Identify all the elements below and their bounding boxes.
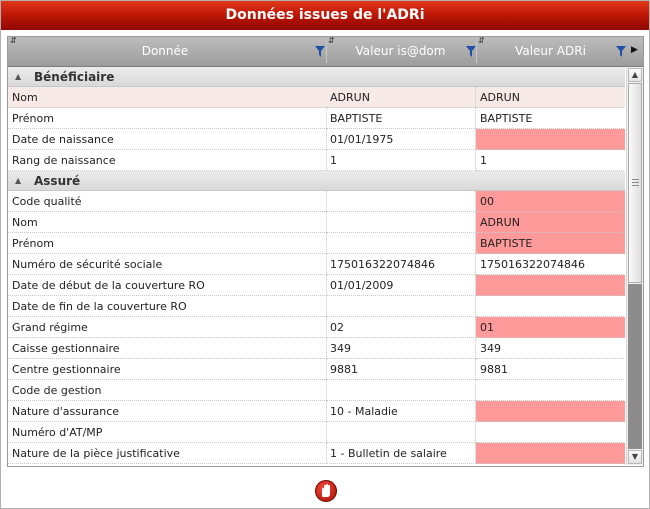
adri-value-cell: [476, 380, 625, 401]
column-header-donnee[interactable]: Donnée: [141, 44, 189, 58]
adri-value-cell: 1: [476, 150, 625, 171]
table-row[interactable]: [8, 338, 625, 359]
table-row[interactable]: [8, 150, 625, 171]
funnel-filter-icon[interactable]: [466, 46, 476, 57]
table-row[interactable]: [8, 401, 625, 422]
isadom-value-cell: 349: [326, 338, 476, 359]
group-label: Bénéficiaire: [34, 70, 115, 84]
grid-header: [8, 37, 643, 67]
table-row[interactable]: [8, 380, 625, 401]
isadom-value-cell: [326, 380, 476, 401]
table-row[interactable]: [8, 108, 625, 129]
isadom-value-cell: [326, 212, 476, 233]
group-header[interactable]: [8, 171, 625, 191]
stop-button[interactable]: [315, 480, 337, 502]
isadom-value-cell: [326, 422, 476, 443]
field-name-cell: Numéro de sécurité sociale: [8, 254, 327, 275]
adri-value-cell: 9881: [476, 359, 625, 380]
isadom-value-cell: 10 - Maladie: [326, 401, 476, 422]
column-header-adri[interactable]: Valeur ADRi: [515, 44, 586, 58]
column-menu-arrow-icon[interactable]: ▶: [631, 45, 638, 55]
table-row[interactable]: [8, 275, 625, 296]
adri-value-cell: 01: [476, 317, 625, 338]
adri-value-cell: [476, 275, 625, 296]
isadom-value-cell: [326, 191, 476, 212]
adri-value-cell: 349: [476, 338, 625, 359]
adri-value-cell: 00: [476, 191, 625, 212]
table-row[interactable]: [8, 359, 625, 380]
table-row[interactable]: [8, 129, 625, 150]
table-row[interactable]: [8, 296, 625, 317]
adri-value-cell: ADRUN: [476, 212, 625, 233]
column-divider[interactable]: [476, 41, 477, 63]
isadom-value-cell: 1: [326, 150, 476, 171]
field-name-cell: Prénom: [8, 233, 327, 254]
table-row[interactable]: [8, 422, 625, 443]
scroll-up-icon[interactable]: ▲: [628, 68, 642, 82]
column-sort-icon[interactable]: ⇵: [478, 36, 485, 45]
isadom-value-cell: [326, 296, 476, 317]
scroll-down-icon[interactable]: ▼: [628, 450, 642, 464]
field-name-cell: Grand régime: [8, 317, 327, 338]
field-name-cell: Date de naissance: [8, 129, 327, 150]
field-name-cell: Numéro d'AT/MP: [8, 422, 327, 443]
table-row[interactable]: [8, 191, 625, 212]
adri-value-cell: [476, 422, 625, 443]
collapse-triangle-icon[interactable]: ▲: [15, 72, 22, 81]
table-row[interactable]: [8, 254, 625, 275]
adri-value-cell: ADRUN: [476, 87, 625, 108]
collapse-triangle-icon[interactable]: ▲: [15, 176, 22, 185]
column-header-isadom[interactable]: Valeur is@dom: [355, 44, 446, 58]
field-name-cell: Caisse gestionnaire: [8, 338, 327, 359]
adri-value-cell: 175016322074846: [476, 254, 625, 275]
field-name-cell: Date de début de la couverture RO: [8, 275, 327, 296]
scrollbar-track[interactable]: [628, 284, 642, 449]
isadom-value-cell: 02: [326, 317, 476, 338]
isadom-value-cell: ADRUN: [326, 87, 476, 108]
field-name-cell: Prénom: [8, 108, 327, 129]
isadom-value-cell: 01/01/2009: [326, 275, 476, 296]
isadom-value-cell: 1 - Bulletin de salaire: [326, 443, 476, 464]
field-name-cell: Nature de la pièce justificative: [8, 443, 327, 464]
field-name-cell: Date de fin de la couverture RO: [8, 296, 327, 317]
field-name-cell: Code de gestion: [8, 380, 327, 401]
field-name-cell: Centre gestionnaire: [8, 359, 327, 380]
column-divider[interactable]: [326, 41, 327, 63]
isadom-value-cell: BAPTISTE: [326, 108, 476, 129]
stop-hand-icon: [316, 481, 336, 501]
adri-value-cell: [476, 129, 625, 150]
isadom-value-cell: 01/01/1975: [326, 129, 476, 150]
isadom-value-cell: 175016322074846: [326, 254, 476, 275]
grid-body: [8, 67, 625, 466]
window-title: Données issues de l'ADRi: [1, 1, 649, 30]
table-row[interactable]: [8, 443, 625, 464]
adri-value-cell: [476, 401, 625, 422]
adri-value-cell: BAPTISTE: [476, 233, 625, 254]
field-name-cell: Code qualité: [8, 191, 327, 212]
field-name-cell: Nom: [8, 212, 327, 233]
isadom-value-cell: [326, 233, 476, 254]
table-row[interactable]: [8, 317, 625, 338]
table-row[interactable]: [8, 233, 625, 254]
field-name-cell: Rang de naissance: [8, 150, 327, 171]
group-header[interactable]: [8, 67, 625, 87]
adri-value-cell: BAPTISTE: [476, 108, 625, 129]
isadom-value-cell: 9881: [326, 359, 476, 380]
column-sort-icon[interactable]: ⇵: [328, 36, 335, 45]
table-row[interactable]: [8, 212, 625, 233]
column-sort-icon[interactable]: ⇵: [10, 36, 17, 45]
funnel-filter-icon[interactable]: [616, 46, 626, 57]
field-name-cell: Nom: [8, 87, 327, 108]
funnel-filter-icon[interactable]: [315, 46, 325, 57]
field-name-cell: Nature d'assurance: [8, 401, 327, 422]
adri-value-cell: [476, 443, 625, 464]
group-label: Assuré: [34, 174, 81, 188]
adri-value-cell: [476, 296, 625, 317]
scrollbar-thumb[interactable]: [628, 83, 642, 283]
vertical-scrollbar[interactable]: [626, 67, 643, 465]
table-row[interactable]: [8, 87, 625, 108]
comparison-grid: [7, 36, 644, 467]
